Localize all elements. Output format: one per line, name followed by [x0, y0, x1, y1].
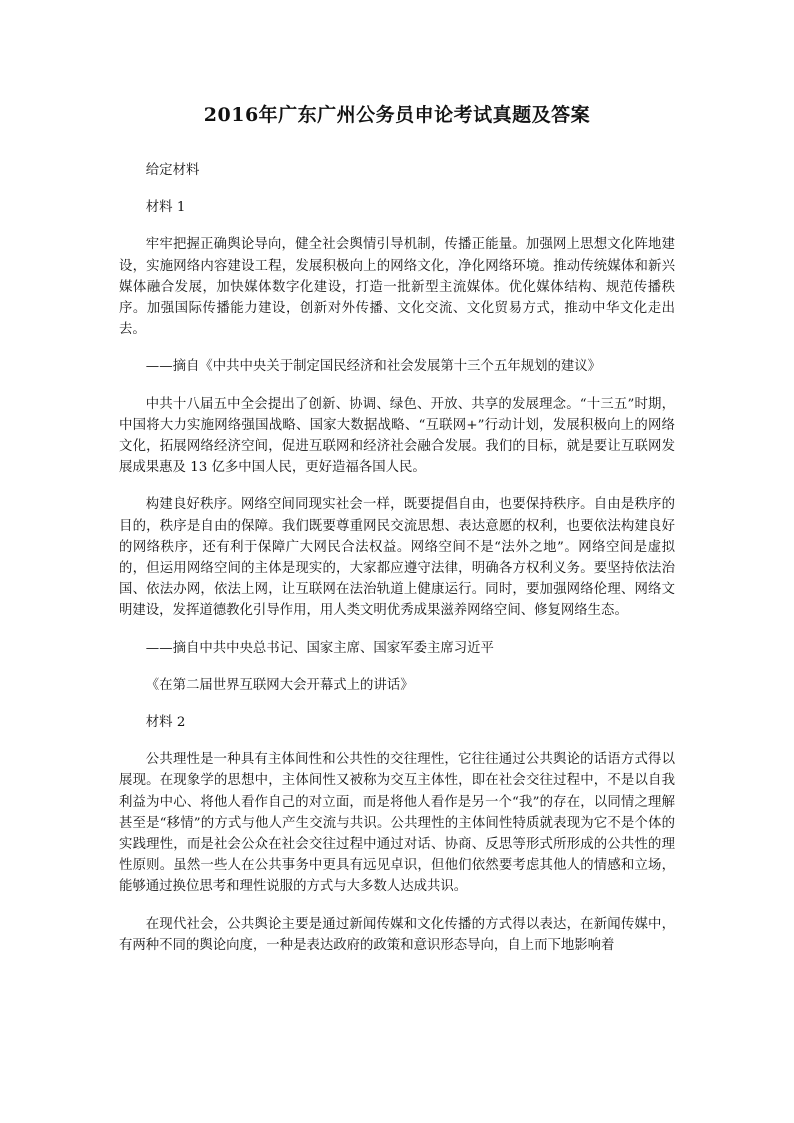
section-heading-material-2: 材料 2 [145, 715, 186, 731]
document-title: 2016年广东广州公务员申论考试真题及答案 [203, 104, 591, 126]
citation-line: ——摘自《中共中央关于制定国民经济和社会发展第十三个五年规划的建议》 [145, 359, 602, 375]
citation-line: ——摘自中共中央总书记、国家主席、国家军委主席习近平 [145, 640, 494, 656]
section-heading-material-1: 材料 1 [145, 200, 186, 216]
body-paragraph: 中共十八届五中全会提出了创新、协调、绿色、开放、共享的发展理念。“十三五”时期，中国将大力实施网络强国战略、国家大数据战略、“互联网+”行动计划，发展积极向上的网络文化，拓展网络经济空间，促进互联网和经济社会融合发展。我们的目标，就是要让互联网发展成果惠及 13 亿多中国人民，更好造福各国人民。 [119, 396, 675, 476]
body-paragraph: 公共理性是一种具有主体间性和公共性的交往理性，它往往通过公共舆论的话语方式得以展现。在现象学的思想中，主体间性又被称为交互主体性，即在社会交往过程中，不是以自我利益为中心、将他人看作自己的对立面，而是将他人看作是另一个“我”的存在，以同情之理解甚至是“移情”的方式与他人产生交流与共识。公共理性的主体间性特质就表现为它不是个体的实践理性，而是社会公众在社会交往过程中通过对话、协商、反思等形式所形成的公共性的理性原则。虽然一些人在公共事务中更具有远见卓识，但他们依然要考虑其他人的情感和立场，能够通过换位思考和理性说服的方式与大多数人达成共识。 [119, 752, 675, 895]
body-paragraph: 在现代社会，公共舆论主要是通过新闻传媒和文化传播的方式得以表达，在新闻传媒中，有两种不同的舆论向度，一种是表达政府的政策和意识形态导向，自上而下地影响着 [119, 916, 675, 953]
section-heading-given-materials: 给定材料 [145, 163, 200, 178]
document-page [119, 100, 675, 972]
body-paragraph: 牢牢把握正确舆论导向，健全社会舆情引导机制，传播正能量。加强网上思想文化阵地建设，实施网络内容建设工程，发展积极向上的网络文化，净化网络环境。推动传统媒体和新兴媒体融合发展，加快媒体数字化建设，打造一批新型主流媒体。优化媒体结构、规范传播秩序。加强国际传播能力建设，创新对外传播、文化交流、文化贸易方式，推动中华文化走出去。 [119, 237, 675, 338]
body-paragraph: 构建良好秩序。网络空间同现实社会一样，既要提倡自由，也要保持秩序。自由是秩序的目的，秩序是自由的保障。我们既要尊重网民交流思想、表达意愿的权利，也要依法构建良好的网络秩序，还有利于保障广大网民合法权益。网络空间不是“法外之地”。网络空间是虚拟的，但运用网络空间的主体是现实的，大家都应遵守法律，明确各方权利义务。要坚持依法治国、依法办网，依法上网，让互联网在法治轨道上健康运行。同时，要加强网络伦理、网络文明建设，发挥道德教化引导作用，用人类文明优秀成果滋养网络空间、修复网络生态。 [119, 497, 675, 619]
citation-line: 《在第二届世界互联网大会开幕式上的讲话》 [145, 677, 414, 693]
